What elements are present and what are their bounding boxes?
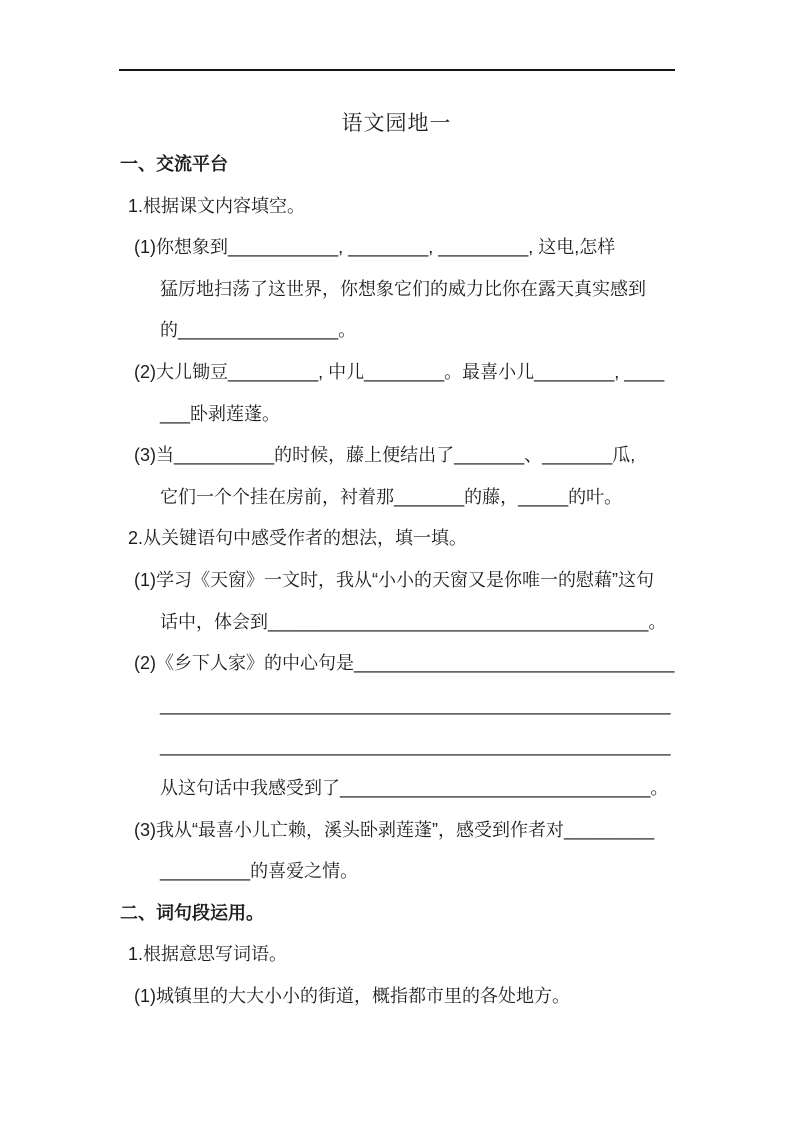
worksheet-body xyxy=(120,144,685,1017)
q2-item2-blank-line2: ___________________________________________________ xyxy=(160,736,671,757)
q1-item2-line2: ___卧剥莲蓬。 xyxy=(160,403,281,424)
q1-item3-line1: (3)当__________的时候，藤上便结出了_______、_______瓜, xyxy=(134,445,636,466)
q1-item3-line2: 它们一个个挂在房前，衬着那_______的藤，_____的叶。 xyxy=(160,486,623,507)
s2-q1-prompt: 1.根据意思写词语。 xyxy=(128,944,288,965)
page-title: 语文园地一 xyxy=(341,112,452,135)
q2-item1-line1: (1)学习《天窗》一文时，我从“小小的天窗又是你唯一的慰藉”这句 xyxy=(134,569,654,590)
q1-item1-line3: 的________________。 xyxy=(160,320,357,341)
q2-item3-line2: _________的喜爱之情。 xyxy=(160,861,359,882)
q1-item1-line1: (1)你想象到___________, ________, _________, 这电,怎样 xyxy=(134,237,616,258)
section-1-heading: 一、交流平台 xyxy=(120,154,228,174)
q2-item1-line2: 话中，体会到______________________________________。 xyxy=(160,611,667,632)
section-2-heading: 二、词句段运用。 xyxy=(120,902,264,923)
q2-item2-line1: (2)《乡下人家》的中心句是________________________________ xyxy=(134,653,675,674)
q1-item1-line2: 猛厉地扫荡了这世界，你想象它们的威力比你在露天真实感到 xyxy=(160,278,646,299)
s2-q1-item1: (1)城镇里的大大小小的街道，概指都市里的各处地方。 xyxy=(134,985,570,1006)
q2-item3-line1: (3)我从“最喜小儿亡赖，溪头卧剥莲蓬”，感受到作者对_________ xyxy=(134,819,655,840)
q2-item2-blank-line1: ___________________________________________________ xyxy=(160,694,671,715)
q1-prompt: 1.根据课文内容填空。 xyxy=(128,195,306,216)
q2-item2-line4: 从这句话中我感受到了_______________________________。 xyxy=(160,777,669,798)
q1-item2-line1: (2)大儿锄豆_________, 中儿________。最喜小儿________, ____ xyxy=(134,361,665,382)
q2-prompt: 2.从关键语句中感受作者的想法，填一填。 xyxy=(128,528,468,549)
header-divider-line xyxy=(119,69,675,71)
